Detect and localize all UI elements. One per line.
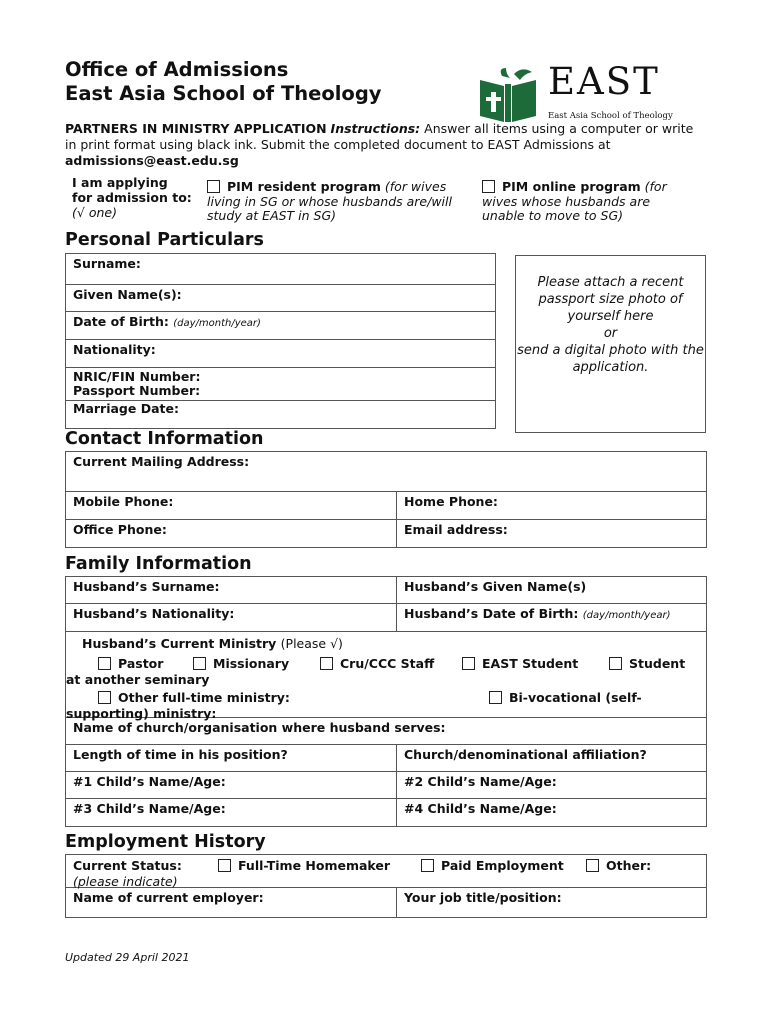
photo-instruction-alt: send a digital photo with the application. [517, 343, 704, 375]
office-phone-field[interactable]: Office Phone: [66, 520, 397, 548]
contact-table [65, 451, 707, 548]
other-ministry-checkbox[interactable] [98, 691, 111, 704]
paid-checkbox[interactable] [421, 859, 434, 872]
pim-online-desc: (for wives whose husbands are unable to move to SG) [482, 179, 667, 223]
passport-label: Passport Number: [73, 383, 201, 398]
instructions [65, 121, 705, 169]
dob-hint: (day/month/year) [173, 318, 261, 329]
photo-or: or [603, 326, 618, 341]
ministry-bivocational[interactable]: Bi-vocational (self- [489, 690, 642, 705]
personal-table [65, 253, 496, 429]
employment-section-title: Employment History [65, 832, 266, 852]
husband-dob-hint: (day/month/year) [582, 610, 671, 621]
child3-field[interactable]: #3 Child’s Name/Age: [66, 799, 397, 827]
apply-label: I am applying for admission to: (√ one) [72, 175, 192, 220]
pim-online-option[interactable] [482, 180, 682, 224]
office-title [65, 58, 382, 106]
ministry-pastor[interactable]: Pastor [98, 656, 163, 671]
husband-given-name-field[interactable]: Husband’s Given Name(s) [397, 577, 707, 604]
mailing-address-field[interactable]: Current Mailing Address: [66, 452, 707, 492]
length-position-field[interactable]: Length of time in his position? [66, 745, 397, 772]
nric-label: NRIC/FIN Number: [73, 369, 201, 384]
ministry-missionary[interactable]: Missionary [193, 656, 289, 671]
other-checkbox[interactable] [586, 859, 599, 872]
marriage-date-field[interactable]: Marriage Date: [66, 401, 496, 429]
family-table [65, 576, 707, 827]
affiliation-field[interactable]: Church/denominational affiliation? [397, 745, 707, 772]
ministry-student[interactable]: Student [609, 656, 685, 671]
east-logo [476, 60, 676, 124]
instructions-label: Instructions: [330, 121, 421, 136]
office-name: Office of Admissions [65, 58, 289, 81]
husband-ministry-cell [66, 632, 707, 721]
ministry-label: Husband’s Current Ministry (Please √) [82, 636, 343, 651]
personal-section-title: Personal Particulars [65, 230, 264, 250]
given-name-field[interactable]: Given Name(s): [66, 285, 496, 312]
status-fulltime[interactable]: Full-Time Homemaker [218, 858, 390, 873]
application-title: PARTNERS IN MINISTRY APPLICATION [65, 121, 327, 136]
status-cell [66, 855, 707, 888]
pim-resident-desc: (for wives living in SG or whose husbands are/will study at EAST in SG) [207, 179, 452, 223]
church-organisation-field[interactable]: Name of church/organisation where husband serves: [66, 718, 707, 745]
husband-surname-field[interactable]: Husband’s Surname: [66, 577, 397, 604]
ministry-cru[interactable]: Cru/CCC Staff [320, 656, 434, 671]
book-cross-icon [476, 66, 540, 124]
surname-field[interactable]: Surname: [66, 254, 496, 285]
nric-passport-field[interactable] [66, 368, 496, 401]
student-checkbox[interactable] [609, 657, 622, 670]
employer-field[interactable]: Name of current employer: [66, 888, 397, 918]
family-section-title: Family Information [65, 554, 252, 574]
logo-subtitle: East Asia School of Theology [548, 111, 673, 121]
school-name: East Asia School of Theology [65, 82, 382, 105]
pastor-checkbox[interactable] [98, 657, 111, 670]
job-title-field[interactable]: Your job title/position: [397, 888, 707, 918]
nationality-field[interactable]: Nationality: [66, 340, 496, 368]
fulltime-checkbox[interactable] [218, 859, 231, 872]
status-other[interactable]: Other: [586, 858, 651, 873]
contact-section-title: Contact Information [65, 429, 264, 449]
pim-resident-checkbox[interactable] [207, 180, 220, 193]
husband-nationality-field[interactable]: Husband’s Nationality: [66, 604, 397, 632]
ministry-other[interactable]: Other full-time ministry: [98, 690, 290, 705]
email-field[interactable]: Email address: [397, 520, 707, 548]
status-paid[interactable]: Paid Employment [421, 858, 564, 873]
ministry-east-student[interactable]: EAST Student [462, 656, 578, 671]
ministry-student-cont: at another seminary [66, 672, 210, 687]
husband-dob-field[interactable]: Husband’s Date of Birth: (day/month/year) [397, 604, 707, 632]
bivocational-checkbox[interactable] [489, 691, 502, 704]
instructions-text: Answer all items using a computer or write in print format using black ink. Submit the completed document to EAST Admissions at [65, 121, 694, 152]
employment-table [65, 854, 707, 918]
east-student-checkbox[interactable] [462, 657, 475, 670]
photo-box[interactable] [515, 255, 706, 433]
photo-instruction: Please attach a recent passport size photo of yourself here [537, 275, 684, 324]
status-hint: (please indicate) [73, 874, 178, 889]
pim-resident-option[interactable] [207, 180, 462, 224]
status-label: Current Status: [73, 858, 182, 873]
cru-checkbox[interactable] [320, 657, 333, 670]
child1-field[interactable]: #1 Child’s Name/Age: [66, 772, 397, 799]
pim-online-title: PIM online program [502, 179, 641, 194]
home-phone-field[interactable]: Home Phone: [397, 492, 707, 520]
apply-hint: (√ one) [72, 205, 117, 220]
pim-resident-title: PIM resident program [227, 179, 381, 194]
missionary-checkbox[interactable] [193, 657, 206, 670]
pim-online-checkbox[interactable] [482, 180, 495, 193]
child2-field[interactable]: #2 Child’s Name/Age: [397, 772, 707, 799]
mobile-phone-field[interactable]: Mobile Phone: [66, 492, 397, 520]
ministry-hint: (Please √) [280, 636, 343, 651]
dob-field[interactable]: Date of Birth: (day/month/year) [66, 312, 496, 340]
admissions-email: admissions@east.edu.sg [65, 153, 239, 168]
child4-field[interactable]: #4 Child’s Name/Age: [397, 799, 707, 827]
logo-wordmark: EAST [548, 60, 660, 103]
footer-updated: Updated 29 April 2021 [65, 951, 190, 964]
ministry-bivocational-cont: supporting) ministry: [66, 706, 217, 721]
